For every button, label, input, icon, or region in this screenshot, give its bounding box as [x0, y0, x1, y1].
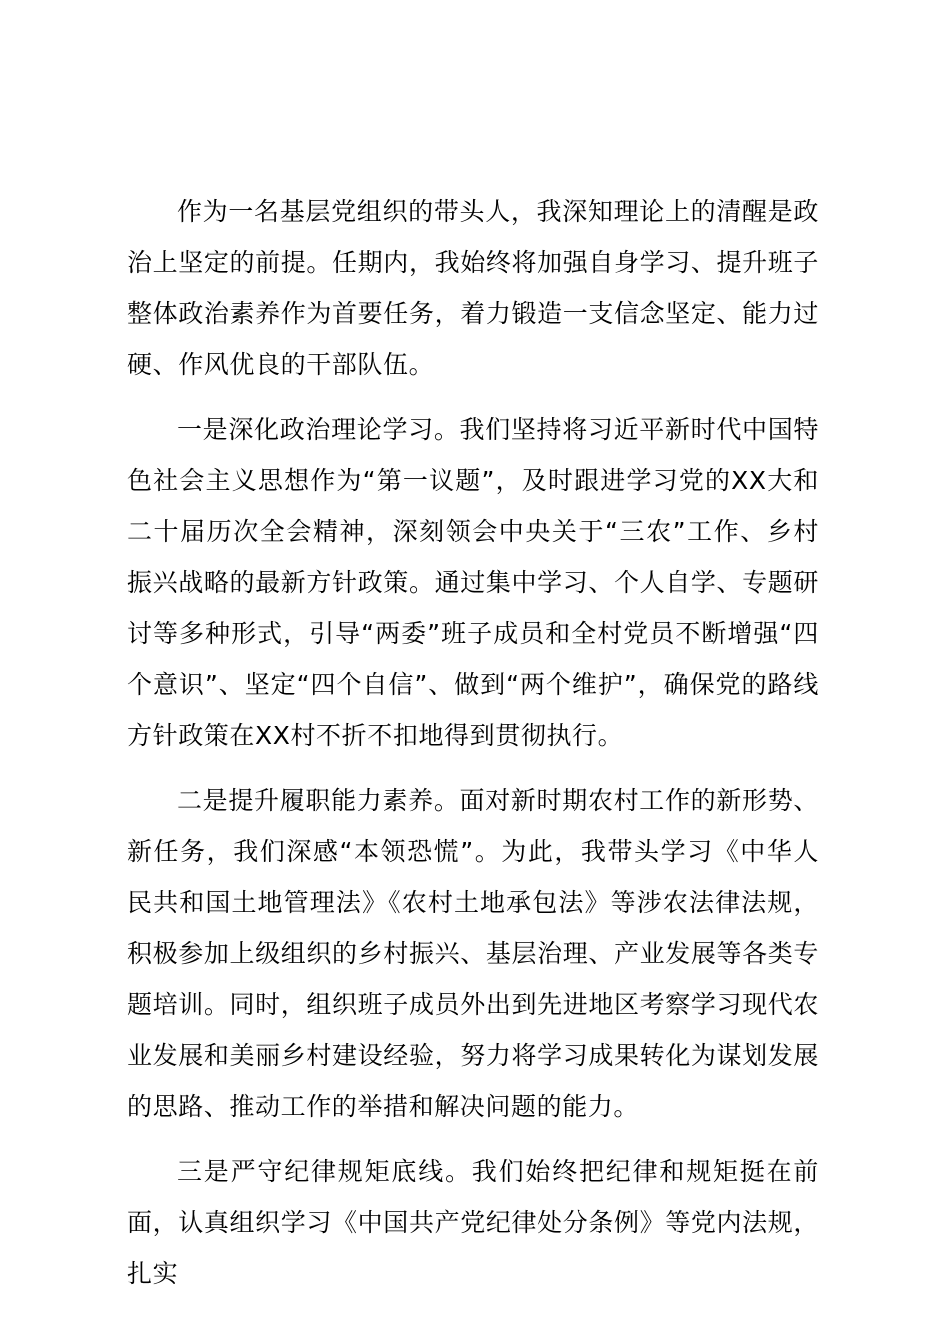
paragraph-intro: 作为一名基层党组织的带头人，我深知理论上的清醒是政治上坚定的前提。任期内，我始终将加强自身学习、提升班子整体政治素养作为首要任务，着力锻造一支信念坚定、能力过硬、作风优良的干部队伍。 [127, 197, 819, 379]
paragraph-capability: 二是提升履职能力素养。面对新时期农村工作的新形势、新任务，我们深感“本领恐慌”。为此，我带头学习《中华人民共和国土地管理法》《农村土地承包法》等涉农法律法规，积极参加上级组织的乡村振兴、基层治理、产业发展等各类专题培训。同时，组织班子成员外出到先进地区考察学习现代农业发展和美丽乡村建设经验，努力将学习成果转化为谋划发展的思路、推动工作的举措和解决问题的能力。 [127, 786, 819, 1121]
paragraph-political-theory: 一是深化政治理论学习。我们坚持将习近平新时代中国特色社会主义思想作为“第一议题”，及时跟进学习党的XX大和二十届历次全会精神，深刻领会中央关于“三农”工作、乡村振兴战略的最新方针政策。通过集中学习、个人自学、专题研讨等多种形式，引导“两委”班子成员和全村党员不断增强“四个意识”、坚定“四个自信”、做到“两个维护”，确保党的路线方针政策在XX村不折不扣地得到贯彻执行。 [127, 415, 819, 750]
document-body [127, 186, 819, 1313]
paragraph-discipline: 三是严守纪律规矩底线。我们始终把纪律和规矩挺在前面，认真组织学习《中国共产党纪律处分条例》等党内法规，扎实 [127, 1157, 819, 1288]
